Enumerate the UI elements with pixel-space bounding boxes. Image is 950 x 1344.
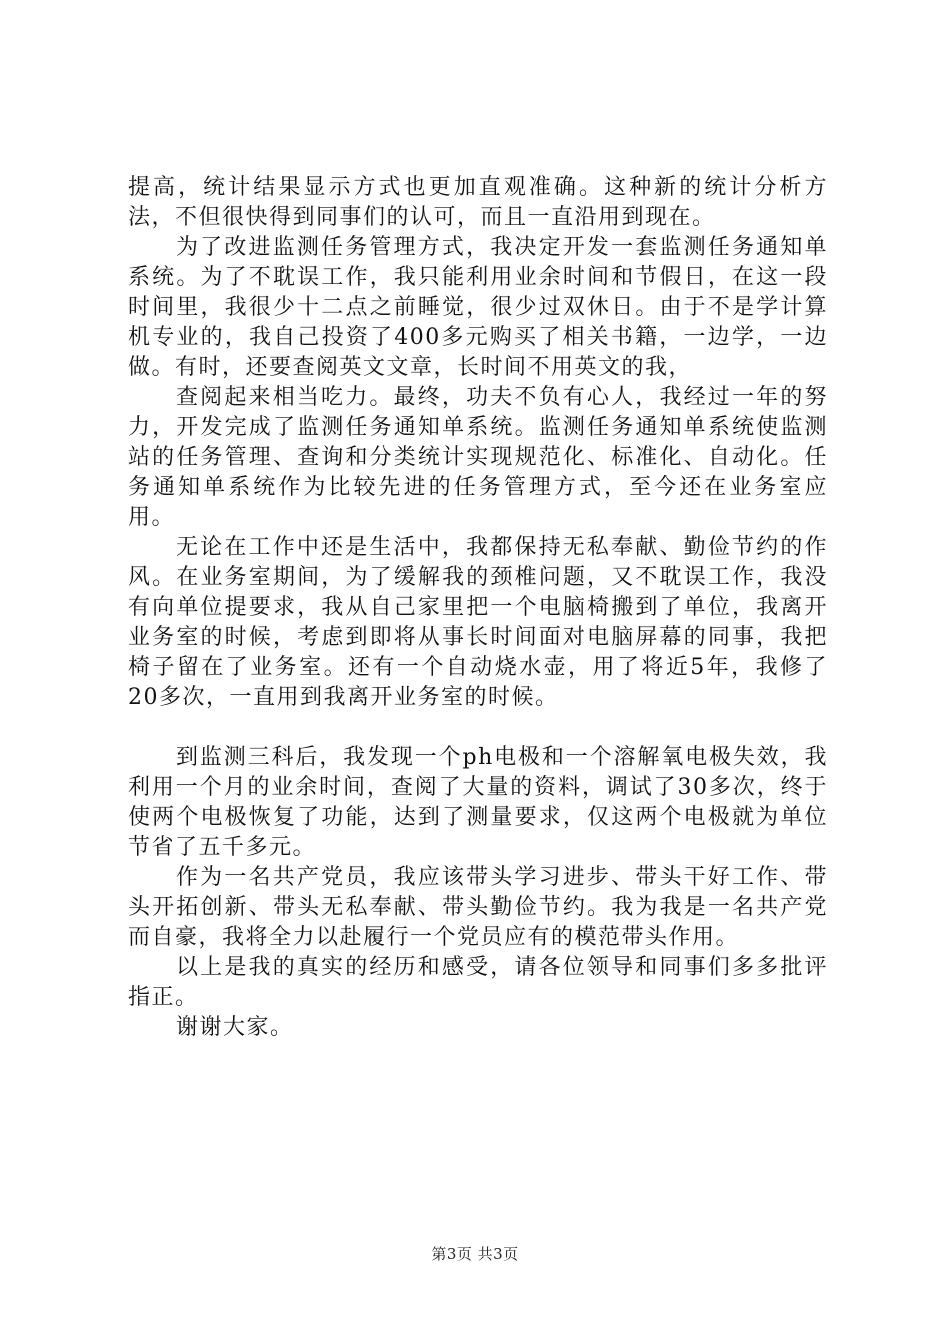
paragraph-spacer [128, 713, 828, 743]
document-body [128, 173, 828, 1043]
paragraph-task-system-result: 查阅起来相当吃力。最终，功夫不负有心人，我经过一年的努力，开发完成了监测任务通知单系统。监测任务通知单系统使监测站的任务管理、查询和分类统计实现规范化、标准化、自动化。任务通知单系统作为比较先进的任务管理方式，至今还在业务室应用。 [128, 385, 828, 530]
paragraph-statistics-method: 提高，统计结果显示方式也更加直观准确。这种新的统计分析方法，不但很快得到同事们的认可，而且一直沿用到现在。 [128, 175, 828, 230]
paragraph-task-system-development: 为了改进监测任务管理方式，我决定开发一套监测任务通知单系统。为了不耽误工作，我只能利用业余时间和节假日，在这一段时间里，我很少十二点之前睡觉，很少过双休日。由于不是学计算机专业的，我自己投资了400多元购买了相关书籍，一边学，一边做。有时，还要查阅英文文章，长时间不用英文的我， [128, 235, 828, 380]
paragraph-electrode-repair: 到监测三科后，我发现一个ph电极和一个溶解氧电极失效，我利用一个月的业余时间，查阅了大量的资料，调试了30多次，终于使两个电极恢复了功能，达到了测量要求，仅这两个电极就为单位节省了五千多元。 [128, 745, 828, 860]
paragraph-thanks: 谢谢大家。 [176, 1015, 294, 1040]
paragraph-dedication-frugality: 无论在工作中还是生活中，我都保持无私奉献、勤俭节约的作风。在业务室期间，为了缓解我的颈椎问题，又不耽误工作，我没有向单位提要求，我从自己家里把一个电脑椅搬到了单位，我离开业务室的时候，考虑到即将从事长时间面对电脑屏幕的同事，我把椅子留在了业务室。还有一个自动烧水壶，用了将近5年，我修了20多次，一直用到我离开业务室的时候。 [128, 535, 828, 710]
paragraph-party-member: 作为一名共产党员，我应该带头学习进步、带头干好工作、带头开拓创新、带头无私奉献、带头勤俭节约。我为我是一名共产党而自豪，我将全力以赴履行一个党员应有的模范带头作用。 [128, 865, 828, 950]
page-number-footer: 第3页 共3页 [431, 1245, 519, 1263]
paragraph-closing-remarks: 以上是我的真实的经历和感受，请各位领导和同事们多多批评指正。 [128, 955, 828, 1010]
